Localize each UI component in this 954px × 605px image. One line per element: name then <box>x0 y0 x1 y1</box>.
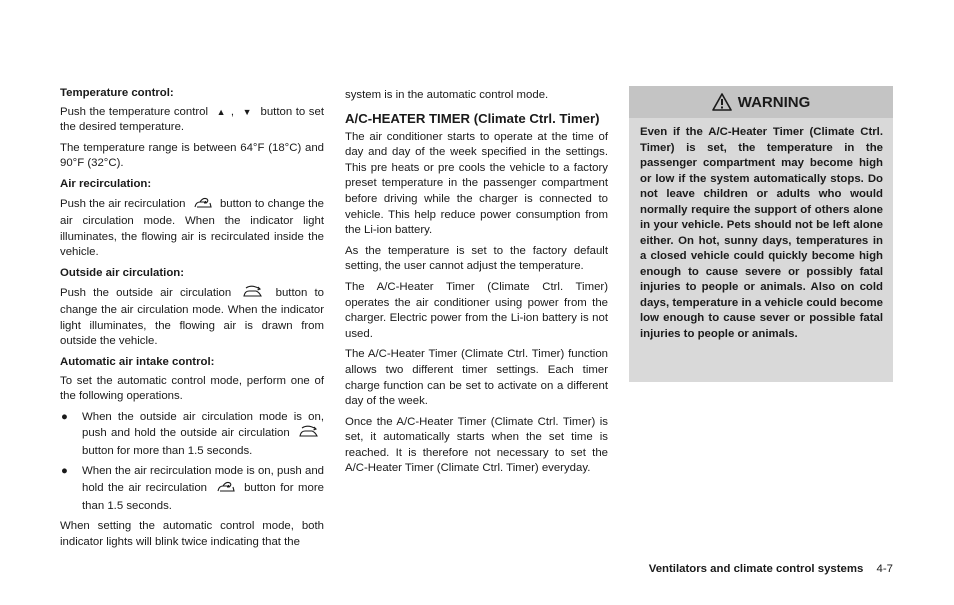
list-item: ● When the outside air circulation mode is on, push and hold the outside air circulation button for more than 1.5 seconds. <box>61 410 324 457</box>
warning-triangle-icon <box>712 93 732 111</box>
bullet-icon: ● <box>61 465 68 478</box>
temp-up-icon: ▲ <box>216 106 226 117</box>
paragraph: The air conditioner starts to operate at the time of day and day of the week specified in the settings. This pre heats or pre cools the vehicle to a factory preset temperature in the passenger compartment before driving while the charger is connected to vehicle. This help reduce power consumption from the Li-ion battery. <box>345 130 608 237</box>
paragraph: As the temperature is set to the factory default setting, the user cannot adjust the temperature. <box>345 244 608 273</box>
continued-text: system is in the automatic control mode. <box>345 89 549 101</box>
paragraph: Once the A/C-Heater Timer (Climate Ctrl. Timer) is set, it automatically starts when the set time is reached. It is therefore not necessary to set the A/C-Heater Timer (Climate Ctrl. Timer) everyday. <box>345 415 608 475</box>
temperature-control-text: Push the temperature control ▲ , ▼ button to set the desired temperature. <box>60 105 324 134</box>
page-number: 4-7 <box>876 563 893 575</box>
intake-bullet-list <box>60 410 324 515</box>
warning-header <box>629 86 893 118</box>
outside-air-icon <box>298 425 320 444</box>
automatic-intake-heading: Automatic air intake control: <box>60 355 215 368</box>
air-recirculation-heading: Air recirculation: <box>60 177 152 190</box>
warning-title: WARNING <box>737 93 811 111</box>
outside-air-text: Push the outside air circulation button to change the air circulation mode. When the indicator light illuminates, the flowing air is drawn from outside the vehicle. <box>60 286 324 348</box>
temperature-range-text: The temperature range is between 64°F (18°C) and 90°F (32°C). <box>60 141 324 170</box>
bullet-icon: ● <box>61 410 68 423</box>
column-left <box>60 86 324 555</box>
paragraph: The A/C-Heater Timer (Climate Ctrl. Timer) function allows two different timer settings. Each timer charge function can be set to activate on a different day of the week. <box>345 348 608 408</box>
temp-down-icon: ▼ <box>242 106 252 117</box>
section-heading: A/C-HEATER TIMER (Climate Ctrl. Timer) <box>345 110 600 126</box>
temperature-control-heading: Temperature control: <box>60 87 174 99</box>
paragraph: The A/C-Heater Timer (Climate Ctrl. Timer) operates the air conditioner using power from the charger. Electric power from the Li-ion battery is not used. <box>345 280 608 340</box>
recirculation-icon <box>193 196 213 215</box>
column-middle <box>345 88 608 482</box>
footer-section-title: Ventilators and climate control systems <box>648 563 864 575</box>
air-recirculation-text: Push the air recirculation button to change the air circulation mode. When the indicator light illuminates, the flowing air is recirculated inside the vehicle. <box>60 197 324 259</box>
outside-air-icon <box>242 285 264 304</box>
warning-box <box>629 86 893 382</box>
list-item: ● When the air recirculation mode is on, push and hold the air recirculation button for more than 1.5 seconds. <box>61 465 325 512</box>
recirculation-icon <box>216 480 236 499</box>
closing-text: When setting the automatic control mode, both indicator lights will blink twice indicating that the <box>60 520 324 548</box>
automatic-intake-text: To set the automatic control mode, perform one of the following operations. <box>60 374 324 403</box>
outside-air-heading: Outside air circulation: <box>60 266 185 279</box>
page-footer <box>649 563 893 575</box>
warning-text: Even if the A/C-Heater Timer (Climate Ctrl. Timer) is set, the temperature in the passenger compartment may become high or low if the system automatically stops. Do not leave children or adults who would normally require the support of others alone in your vehicle. Pets should not be left alone either. On hot, sunny days, temperatures in a closed vehicle could quickly become high enough to cause severe or possibly fatal injuries to people or animals. Also on cold days, temperature in a vehicle could become low enough to cause sever or possible fatal injuries to people or animals. <box>640 126 883 340</box>
